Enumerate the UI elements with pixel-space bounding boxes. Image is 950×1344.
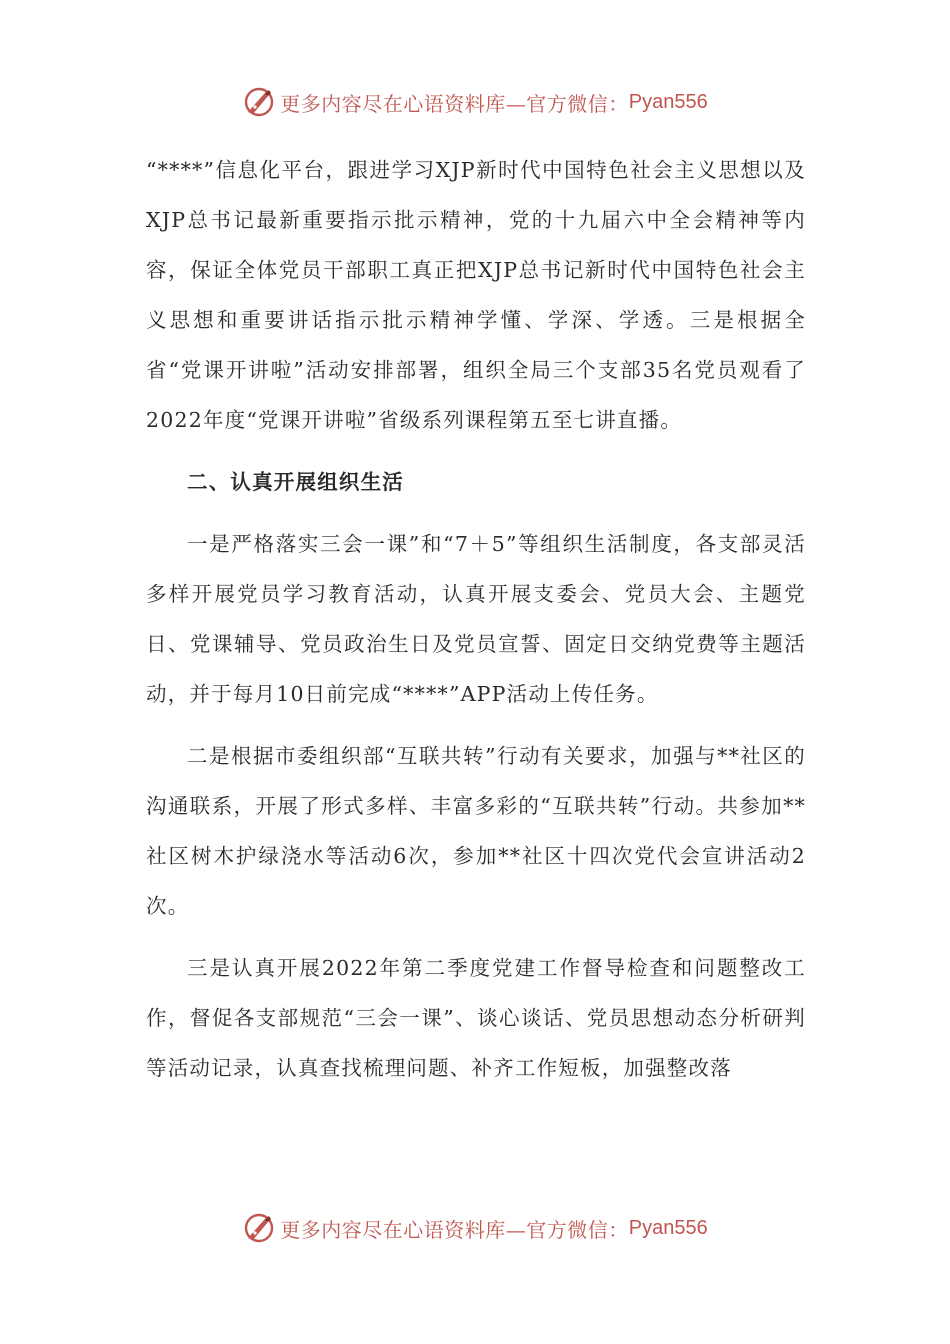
banner-wechat-id: Pyan556 [628, 1216, 708, 1239]
header-banner [0, 82, 950, 122]
footer-banner [0, 1208, 950, 1248]
pen-logo-icon [242, 1211, 276, 1245]
paragraph-one: 一是严格落实三会一课”和“7＋5”等组织生活制度，各支部灵活多样开展党员学习教育活动，认真开展支委会、党员大会、主题党日、党课辅导、党员政治生日及党员宣誓、固定日交纳党费等主题活动，并于每月10日前完成“****”APP活动上传任务。 [146, 532, 806, 706]
pen-logo-icon [242, 85, 276, 119]
section-heading: 二、认真开展组织生活 [187, 470, 404, 494]
paragraph-continued: “****”信息化平台，跟进学习XJP新时代中国特色社会主义思想以及XJP总书记最新重要指示批示精神，党的十九届六中全会精神等内容，保证全体党员干部职工真正把XJP总书记新时代中国特色社会主义思想和重要讲话指示批示精神学懂、学深、学透。三是根据全省“党课开讲啦”活动安排部署，组织全局三个支部35名党员观看了2022年度“党课开讲啦”省级系列课程第五至七讲直播。 [146, 158, 806, 432]
paragraph-three: 三是认真开展2022年第二季度党建工作督导检查和问题整改工作，督促各支部规范“三会一课”、谈心谈话、党员思想动态分析研判等活动记录，认真查找梳理问题、补齐工作短板，加强整改落 [146, 956, 806, 1080]
paragraph-two: 二是根据市委组织部“互联共转”行动有关要求，加强与**社区的沟通联系，开展了形式多样、丰富多彩的“互联共转”行动。共参加**社区树木护绿浇水等活动6次，参加**社区十四次党代会宣讲活动2次。 [146, 744, 806, 918]
banner-text: 更多内容尽在心语资料库—官方微信： [280, 1217, 629, 1242]
banner-wechat-id: Pyan556 [628, 90, 708, 113]
document-body [146, 145, 806, 1093]
banner-text: 更多内容尽在心语资料库—官方微信： [280, 91, 629, 116]
